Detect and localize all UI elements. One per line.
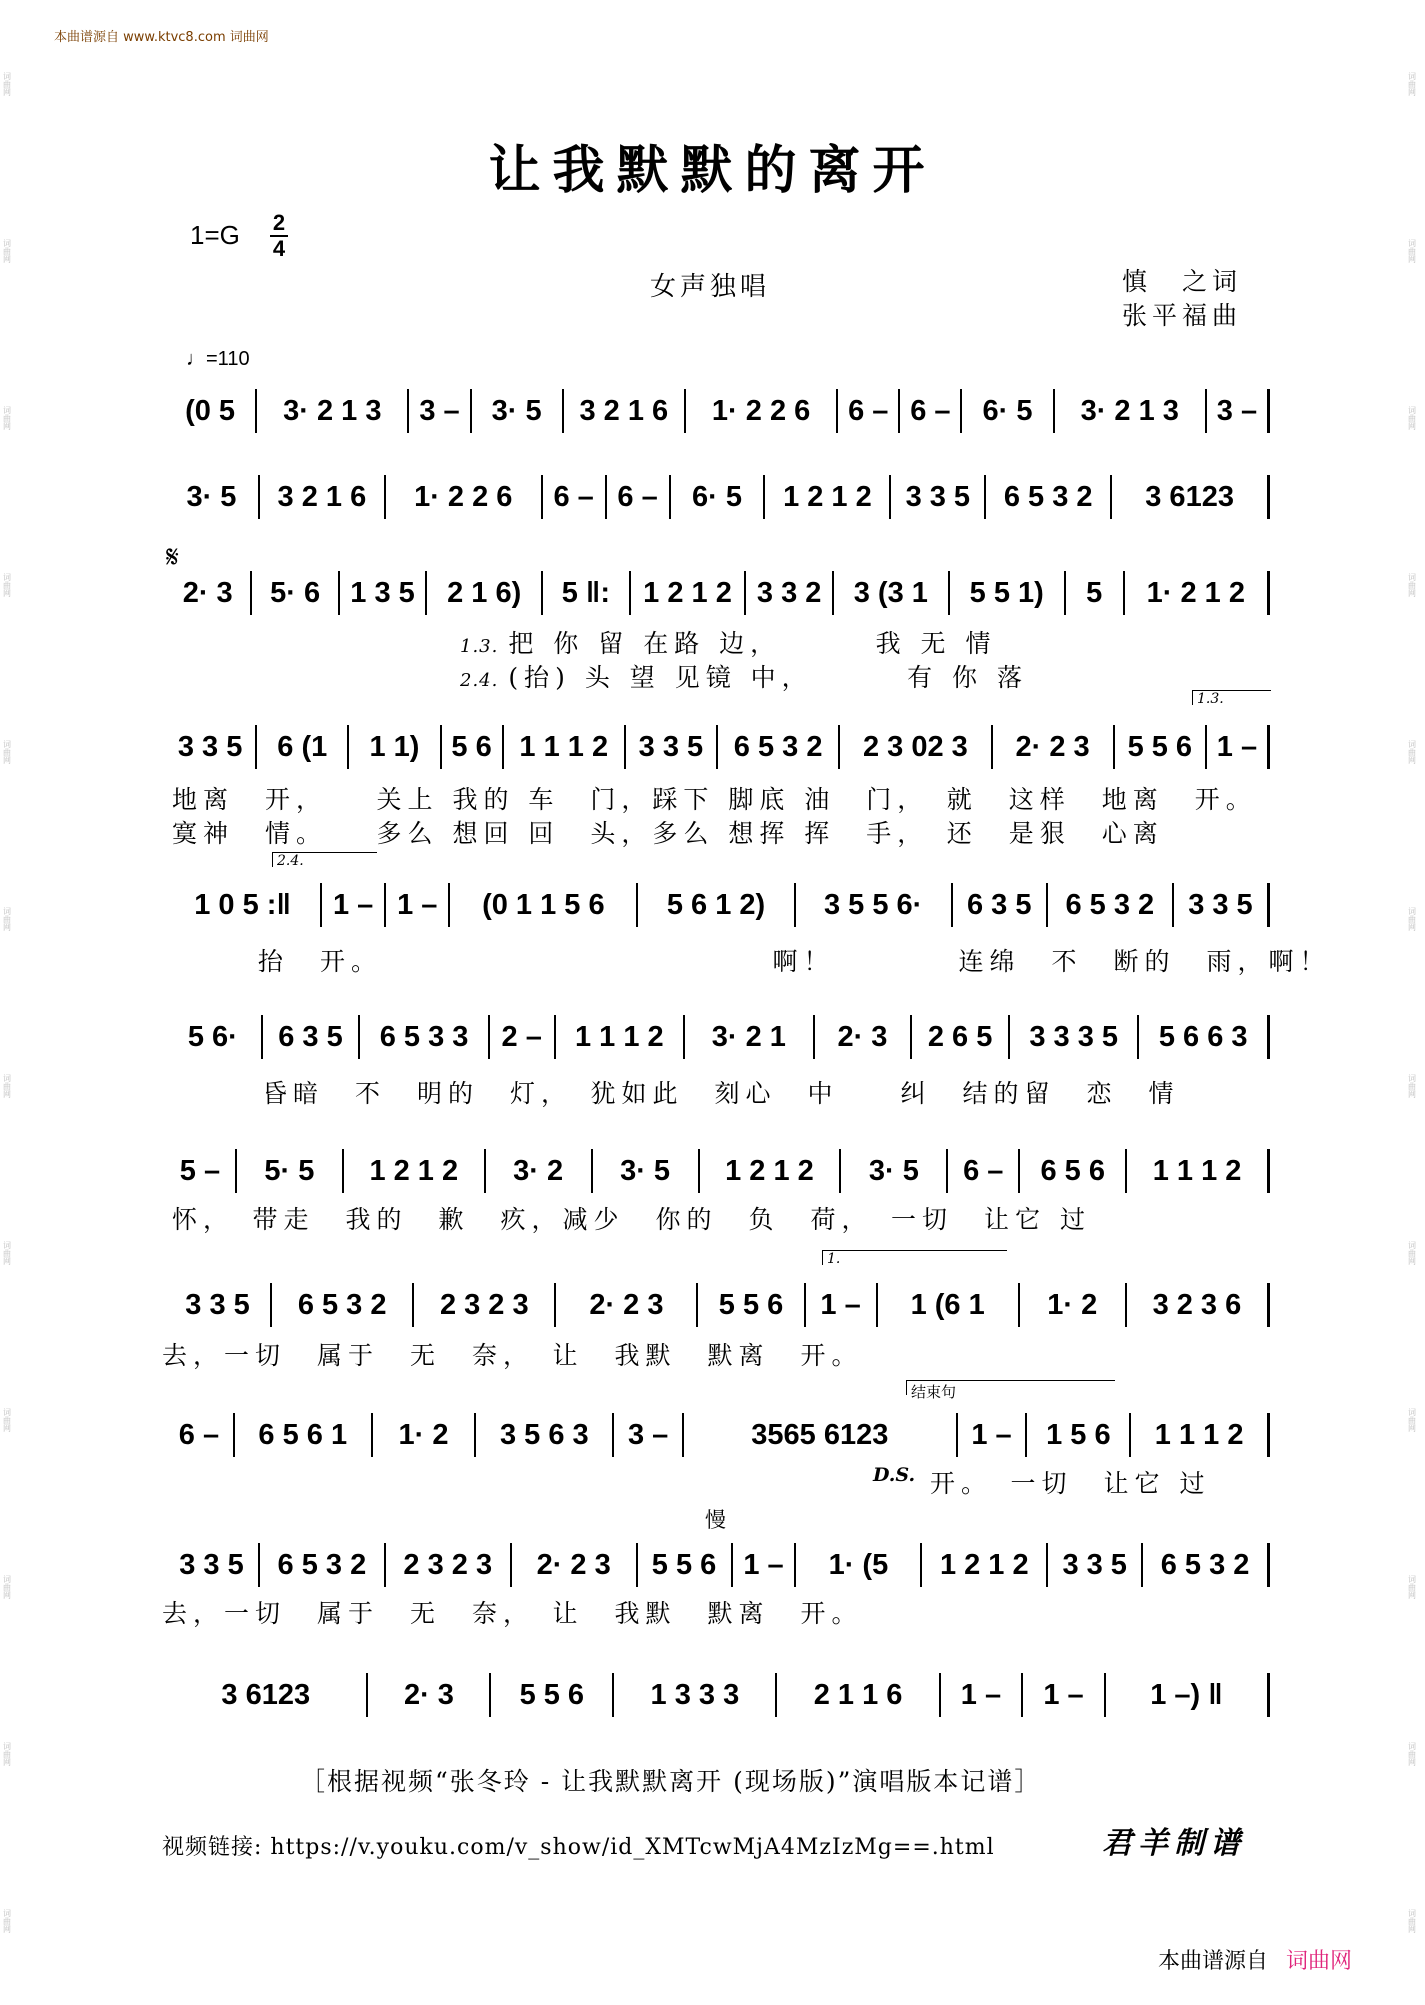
measure: 1 – bbox=[958, 1413, 1028, 1457]
measure: 3 6123 bbox=[1112, 475, 1270, 519]
measure: 2 3 2 3 bbox=[386, 1543, 512, 1587]
measure: 3· 2 1 3 bbox=[257, 389, 409, 433]
measure: 1 – bbox=[733, 1543, 797, 1587]
measure: 5 6 6 3 bbox=[1139, 1015, 1270, 1059]
measure: 1· 2 bbox=[1020, 1283, 1127, 1327]
performance-style: 女声独唱 bbox=[650, 272, 771, 302]
measure: 3· 5 bbox=[165, 475, 260, 519]
measure: 3 – bbox=[1207, 389, 1270, 433]
measure: 3 3 5 bbox=[626, 725, 718, 769]
measure: 1 – bbox=[322, 883, 386, 927]
measure: 5· 6 bbox=[252, 571, 339, 615]
measure: 1 – bbox=[941, 1673, 1024, 1717]
measure: 6· 5 bbox=[962, 389, 1054, 433]
measure: 6 – bbox=[607, 475, 671, 519]
measure: 6 5 3 2 bbox=[718, 725, 840, 769]
measure: 6 – bbox=[948, 1149, 1020, 1193]
measure: 6 3 5 bbox=[953, 883, 1048, 927]
measure: 1 1 1 2 bbox=[1127, 1149, 1270, 1193]
measure: 6 5 3 2 bbox=[272, 1283, 414, 1327]
notation-system bbox=[165, 878, 1270, 931]
system-line bbox=[165, 1145, 1270, 1197]
measure: 5· 5 bbox=[237, 1149, 344, 1193]
measure: 1 2 1 2 bbox=[631, 571, 747, 615]
measure: 1· 2 2 6 bbox=[686, 389, 838, 433]
measure: 1 (6 1 bbox=[878, 1283, 1020, 1327]
footer-credit: 本曲谱源自 词曲网 bbox=[1158, 1949, 1353, 1974]
measure: (0 1 1 5 6 bbox=[450, 883, 638, 927]
measure: 1· (5 bbox=[796, 1543, 922, 1587]
segno-mark: 𝄋 bbox=[166, 540, 179, 575]
measure: 6 5 3 2 bbox=[1143, 1543, 1270, 1587]
measure: 1· 2 bbox=[373, 1413, 477, 1457]
measure: 6 – bbox=[900, 389, 962, 433]
measure: 6 – bbox=[838, 389, 900, 433]
notation-system bbox=[165, 470, 1270, 523]
source-note: ［根据视频“张冬玲 - 让我默默离开 (现场版)”演唱版本记谱］ bbox=[300, 1767, 1042, 1796]
measure: 5 5 6 bbox=[1115, 725, 1207, 769]
measure: 6 5 3 2 bbox=[986, 475, 1112, 519]
system-line bbox=[165, 1669, 1270, 1721]
header-source-link[interactable]: 本曲谱源自 www.ktvc8.com 词曲网 bbox=[54, 30, 269, 45]
measure: 1 1 1 2 bbox=[556, 1015, 686, 1059]
measure: 2· 3 bbox=[815, 1015, 913, 1059]
measure: 3 5 6 3 bbox=[476, 1413, 614, 1457]
arranger-signature: 君羊制谱 bbox=[1102, 1826, 1246, 1861]
system-line bbox=[165, 1011, 1270, 1063]
measure: 3 3 2 bbox=[746, 571, 833, 615]
video-link[interactable]: 视频链接: https://v.youku.com/v_show/id_XMTcwMjA4MzIzMg==.html bbox=[162, 1835, 995, 1860]
measure: 6 5 3 2 bbox=[260, 1543, 386, 1587]
measure: 1 2 1 2 bbox=[344, 1149, 486, 1193]
system-line bbox=[165, 1539, 1270, 1591]
measure: 3· 5 bbox=[472, 389, 564, 433]
measure: 3 3 3 5 bbox=[1010, 1015, 1140, 1059]
song-title: 让我默默的离开 bbox=[488, 140, 937, 201]
measure: 1 1) bbox=[349, 725, 441, 769]
measure: 6 5 3 2 bbox=[1048, 883, 1174, 927]
measure: 1· 2 1 2 bbox=[1125, 571, 1270, 615]
lyric-verse13-line1: 1.3. 把 你 留 在路 边， 我 无 情 bbox=[460, 629, 997, 658]
system-line bbox=[165, 385, 1270, 437]
measure: 1 – bbox=[1023, 1673, 1106, 1717]
system-line bbox=[165, 879, 1270, 931]
measure: 1 1 1 2 bbox=[504, 725, 626, 769]
left-watermark-strip: 词曲网 词曲网 词曲网 词曲网 词曲网 词曲网 词曲网 词曲网 词曲网 词曲网 词曲网 词曲网 bbox=[2, 71, 12, 1934]
volta-2-4: 2.4. bbox=[272, 852, 377, 867]
measure: 5 ‖: bbox=[543, 571, 630, 615]
slow-mark: 慢 bbox=[705, 1508, 726, 1532]
key-signature: 1=G bbox=[190, 220, 240, 250]
measure: 3 3 5 bbox=[891, 475, 986, 519]
notation-system bbox=[165, 566, 1270, 619]
measure: 3· 5 bbox=[593, 1149, 700, 1193]
measure: 5 5 6 bbox=[491, 1673, 614, 1717]
system-line bbox=[165, 1409, 1270, 1461]
measure: 6 5 6 1 bbox=[235, 1413, 373, 1457]
measure: 1 2 1 2 bbox=[700, 1149, 842, 1193]
measure: 2· 2 3 bbox=[556, 1283, 698, 1327]
lyricist-credit: 慎 之词 bbox=[1122, 267, 1243, 296]
measure: 1· 2 2 6 bbox=[386, 475, 543, 519]
measure: 3 6123 bbox=[165, 1673, 368, 1717]
notation-system bbox=[165, 720, 1270, 773]
tempo-marking: ♩=110 bbox=[186, 348, 250, 370]
volta-1-3: 1.3. bbox=[1192, 690, 1271, 705]
notation-system bbox=[165, 1538, 1270, 1591]
measure: 2 1 1 6 bbox=[777, 1673, 940, 1717]
measure: 3 – bbox=[409, 389, 471, 433]
measure: 5 6 1 2) bbox=[638, 883, 795, 927]
notation-system bbox=[165, 1278, 1270, 1331]
measure: 5 6· bbox=[165, 1015, 263, 1059]
right-watermark-strip: 词曲网 词曲网 词曲网 词曲网 词曲网 词曲网 词曲网 词曲网 词曲网 词曲网 词曲网 词曲网 bbox=[1407, 71, 1417, 1934]
measure: 1 –) ‖ bbox=[1106, 1673, 1270, 1717]
measure: 1 2 1 2 bbox=[922, 1543, 1048, 1587]
measure: 1 – bbox=[1207, 725, 1270, 769]
measure: 5 5 6 bbox=[698, 1283, 805, 1327]
lyric-verse13-line2: 地离 开， 关上 我的 车 门，踩下 脚底 油 门， 就 这样 地离 开。 bbox=[172, 785, 1257, 814]
measure: 2 – bbox=[490, 1015, 556, 1059]
lyric-line-5: 怀， 带走 我的 歉 疚，减少 你的 负 荷， 一切 让它 过 bbox=[172, 1205, 1091, 1234]
measure: 6 5 6 bbox=[1020, 1149, 1127, 1193]
lyric-line-4: 昏暗 不 明的 灯， 犹如此 刻心 中 纠 结的留 恋 情 bbox=[262, 1079, 1180, 1108]
measure: 6 3 5 bbox=[263, 1015, 361, 1059]
measure: 2· 2 3 bbox=[512, 1543, 638, 1587]
measure: 5 bbox=[1066, 571, 1125, 615]
measure: 3 (3 1 bbox=[834, 571, 950, 615]
measure: 2 1 6) bbox=[427, 571, 543, 615]
measure: 1 – bbox=[806, 1283, 878, 1327]
measure: 1 0 5 :‖ bbox=[165, 883, 322, 927]
notation-system bbox=[165, 1144, 1270, 1197]
measure: 6· 5 bbox=[671, 475, 766, 519]
notation-system bbox=[165, 1668, 1270, 1721]
measure: 1 – bbox=[386, 883, 450, 927]
measure: 2 6 5 bbox=[912, 1015, 1010, 1059]
composer-credit: 张平福曲 bbox=[1122, 301, 1243, 330]
measure: 1 3 5 bbox=[340, 571, 427, 615]
measure: (0 5 bbox=[165, 389, 257, 433]
measure: 3 5 5 6· bbox=[796, 883, 953, 927]
measure: 2· 3 bbox=[368, 1673, 491, 1717]
lyric-verse24-line1: 2.4. (抬) 头 望 见镜 中， 有 你 落 bbox=[460, 663, 1028, 692]
measure: 3 3 5 bbox=[1174, 883, 1270, 927]
system-line bbox=[165, 471, 1270, 523]
measure: 5 5 6 bbox=[638, 1543, 733, 1587]
measure: 6 – bbox=[165, 1413, 235, 1457]
lyric-verse24-line2: 寞神 情。 多么 想回 回 头，多么 想挥 挥 手， 还 是狠 心离 bbox=[172, 819, 1164, 848]
measure: 5 5 1) bbox=[950, 571, 1066, 615]
measure: 3· 2 1 bbox=[685, 1015, 815, 1059]
measure: 3565 6123 bbox=[684, 1413, 958, 1457]
measure: 5 – bbox=[165, 1149, 237, 1193]
measure: 2 3 2 3 bbox=[414, 1283, 556, 1327]
measure: 3 2 3 6 bbox=[1127, 1283, 1270, 1327]
system-line bbox=[165, 1279, 1270, 1331]
measure: 1 2 1 2 bbox=[765, 475, 891, 519]
ds-mark: D.S. bbox=[873, 1464, 916, 1486]
lyric-line-7: 开。 一切 让它 过 bbox=[930, 1469, 1211, 1498]
measure: 3· 2 bbox=[486, 1149, 593, 1193]
measure: 3· 2 1 3 bbox=[1055, 389, 1207, 433]
measure: 6 5 3 3 bbox=[360, 1015, 490, 1059]
time-signature: 2 4 bbox=[270, 212, 288, 260]
ending-bracket: 结束句 bbox=[906, 1380, 1115, 1395]
measure: 6 – bbox=[543, 475, 607, 519]
measure: 1 3 3 3 bbox=[614, 1673, 777, 1717]
notation-system bbox=[165, 1010, 1270, 1063]
measure: 5 6 bbox=[442, 725, 504, 769]
system-line bbox=[165, 721, 1270, 773]
system-line bbox=[165, 567, 1270, 619]
measure: 3 3 5 bbox=[165, 1283, 272, 1327]
lyric-line-8: 去，一切 属于 无 奈， 让 我默 默离 开。 bbox=[162, 1599, 863, 1628]
notation-system bbox=[165, 384, 1270, 437]
measure: 3 3 5 bbox=[1048, 1543, 1143, 1587]
footer-brand-link[interactable]: 词曲网 bbox=[1286, 1949, 1353, 1974]
measure: 2· 2 3 bbox=[993, 725, 1115, 769]
measure: 3· 5 bbox=[841, 1149, 948, 1193]
measure: 6 (1 bbox=[257, 725, 349, 769]
measure: 3 2 1 6 bbox=[564, 389, 686, 433]
measure: 3 2 1 6 bbox=[260, 475, 386, 519]
measure: 2 3 02 3 bbox=[840, 725, 992, 769]
measure: 3 3 5 bbox=[165, 725, 257, 769]
measure: 3 – bbox=[614, 1413, 684, 1457]
lyric-line-6: 去，一切 属于 无 奈， 让 我默 默离 开。 bbox=[162, 1341, 863, 1370]
volta-1: 1. bbox=[822, 1250, 1007, 1265]
measure: 3 3 5 bbox=[165, 1543, 260, 1587]
notation-system bbox=[165, 1408, 1270, 1461]
measure: 2· 3 bbox=[165, 571, 252, 615]
measure: 1 1 1 2 bbox=[1131, 1413, 1270, 1457]
lyric-line-3: 抬 开。 啊！ 连绵 不 断的 雨，啊！ bbox=[258, 947, 1331, 976]
measure: 1 5 6 bbox=[1027, 1413, 1131, 1457]
